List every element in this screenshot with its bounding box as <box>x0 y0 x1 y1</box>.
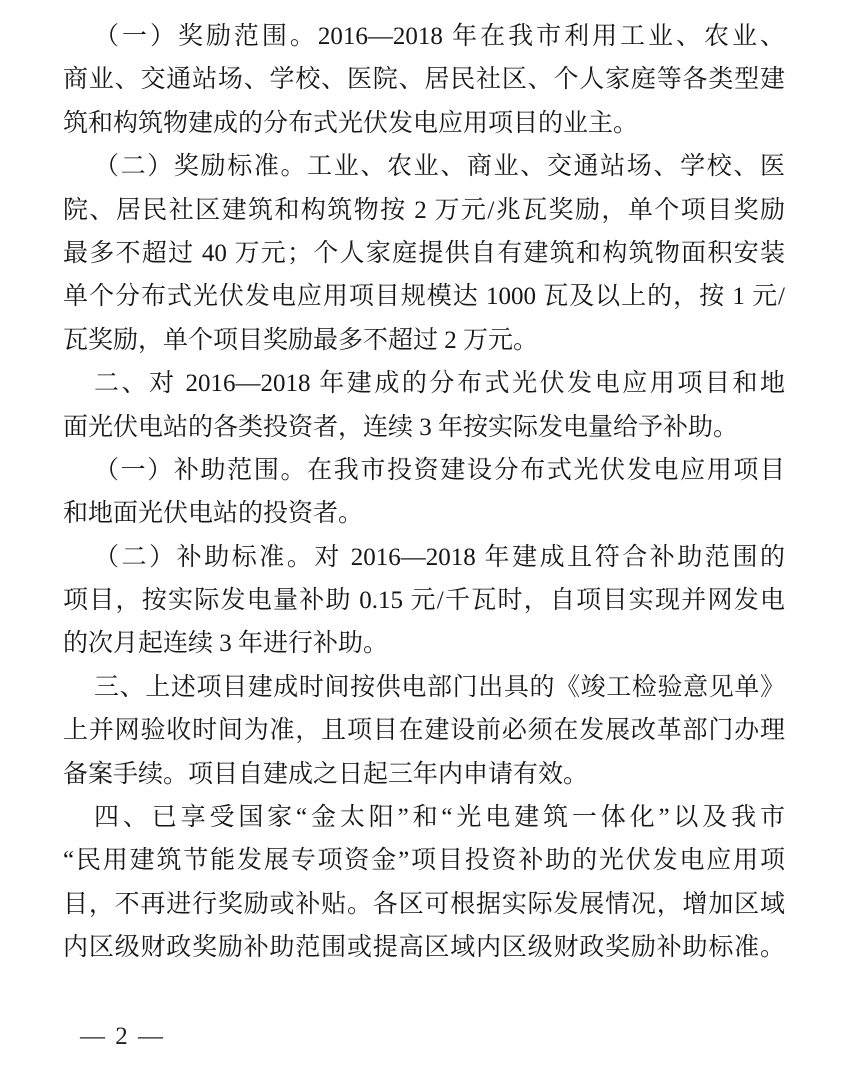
text-line: 备案手续。项目自建成之日起三年内申请有效。 <box>63 760 589 788</box>
text-line: 三、上述项目建成时间按供电部门出具的《竣工检验意见单》 <box>94 673 785 701</box>
text-line: 最多不超过 40 万元；个人家庭提供自有建筑和构筑物面积安装 <box>63 239 785 267</box>
page-number: — 2 — <box>80 1023 165 1050</box>
text-line: 筑和构筑物建成的分布式光伏发电应用项目的业主。 <box>63 109 639 137</box>
text-line: 内区级财政奖励补助范围或提高区域内区级财政奖励补助标准。 <box>63 934 785 962</box>
document-body <box>63 15 785 970</box>
text-line: 瓦奖励，单个项目奖励最多不超过 2 万元。 <box>63 326 539 354</box>
text-line: 院、居民社区建筑和构筑物按 2 万元/兆瓦奖励，单个项目奖励 <box>63 196 785 224</box>
paragraph-subsidy-scope <box>63 449 785 536</box>
text-line: 二、对 2016—2018 年建成的分布式光伏发电应用项目和地 <box>94 370 785 398</box>
text-line: （二）奖励标准。工业、农业、商业、交通站场、学校、医 <box>94 153 785 181</box>
paragraph-award-scope <box>63 15 785 145</box>
paragraph-section-four-exclusions <box>63 796 785 970</box>
paragraph-subsidy-standard <box>63 536 785 666</box>
text-line: 上并网验收时间为准，且项目在建设前必须在发展改革部门办理 <box>63 717 785 745</box>
text-line: “民用建筑节能发展专项资金”项目投资补助的光伏发电应用项 <box>63 847 785 875</box>
text-line: （一）补助范围。在我市投资建设分布式光伏发电应用项目 <box>94 456 785 484</box>
text-line: 目，不再进行奖励或补贴。各区可根据实际发展情况，增加区域 <box>63 890 785 918</box>
text-line: （二）补助标准。对 2016—2018 年建成且符合补助范围的 <box>94 543 785 571</box>
text-line: 项目，按实际发电量补助 0.15 元/千瓦时，自项目实现并网发电 <box>63 587 785 615</box>
text-line: 四、已享受国家“金太阳”和“光电建筑一体化”以及我市 <box>94 804 785 832</box>
text-line: 商业、交通站场、学校、医院、居民社区、个人家庭等各类型建 <box>63 66 785 94</box>
text-line: 和地面光伏电站的投资者。 <box>63 500 364 528</box>
text-line: 面光伏电站的各类投资者，连续 3 年按实际发电量给予补助。 <box>63 413 739 441</box>
text-line: 的次月起连续 3 年进行补助。 <box>63 630 389 658</box>
paragraph-award-standard <box>63 145 785 362</box>
paragraph-section-two-subsidy <box>63 362 785 449</box>
paragraph-section-three-completion-time <box>63 666 785 796</box>
text-line: 单个分布式光伏发电应用项目规模达 1000 瓦及以上的，按 1 元/ <box>63 283 785 311</box>
text-line: （一）奖励范围。2016—2018 年在我市利用工业、农业、 <box>94 23 785 50</box>
